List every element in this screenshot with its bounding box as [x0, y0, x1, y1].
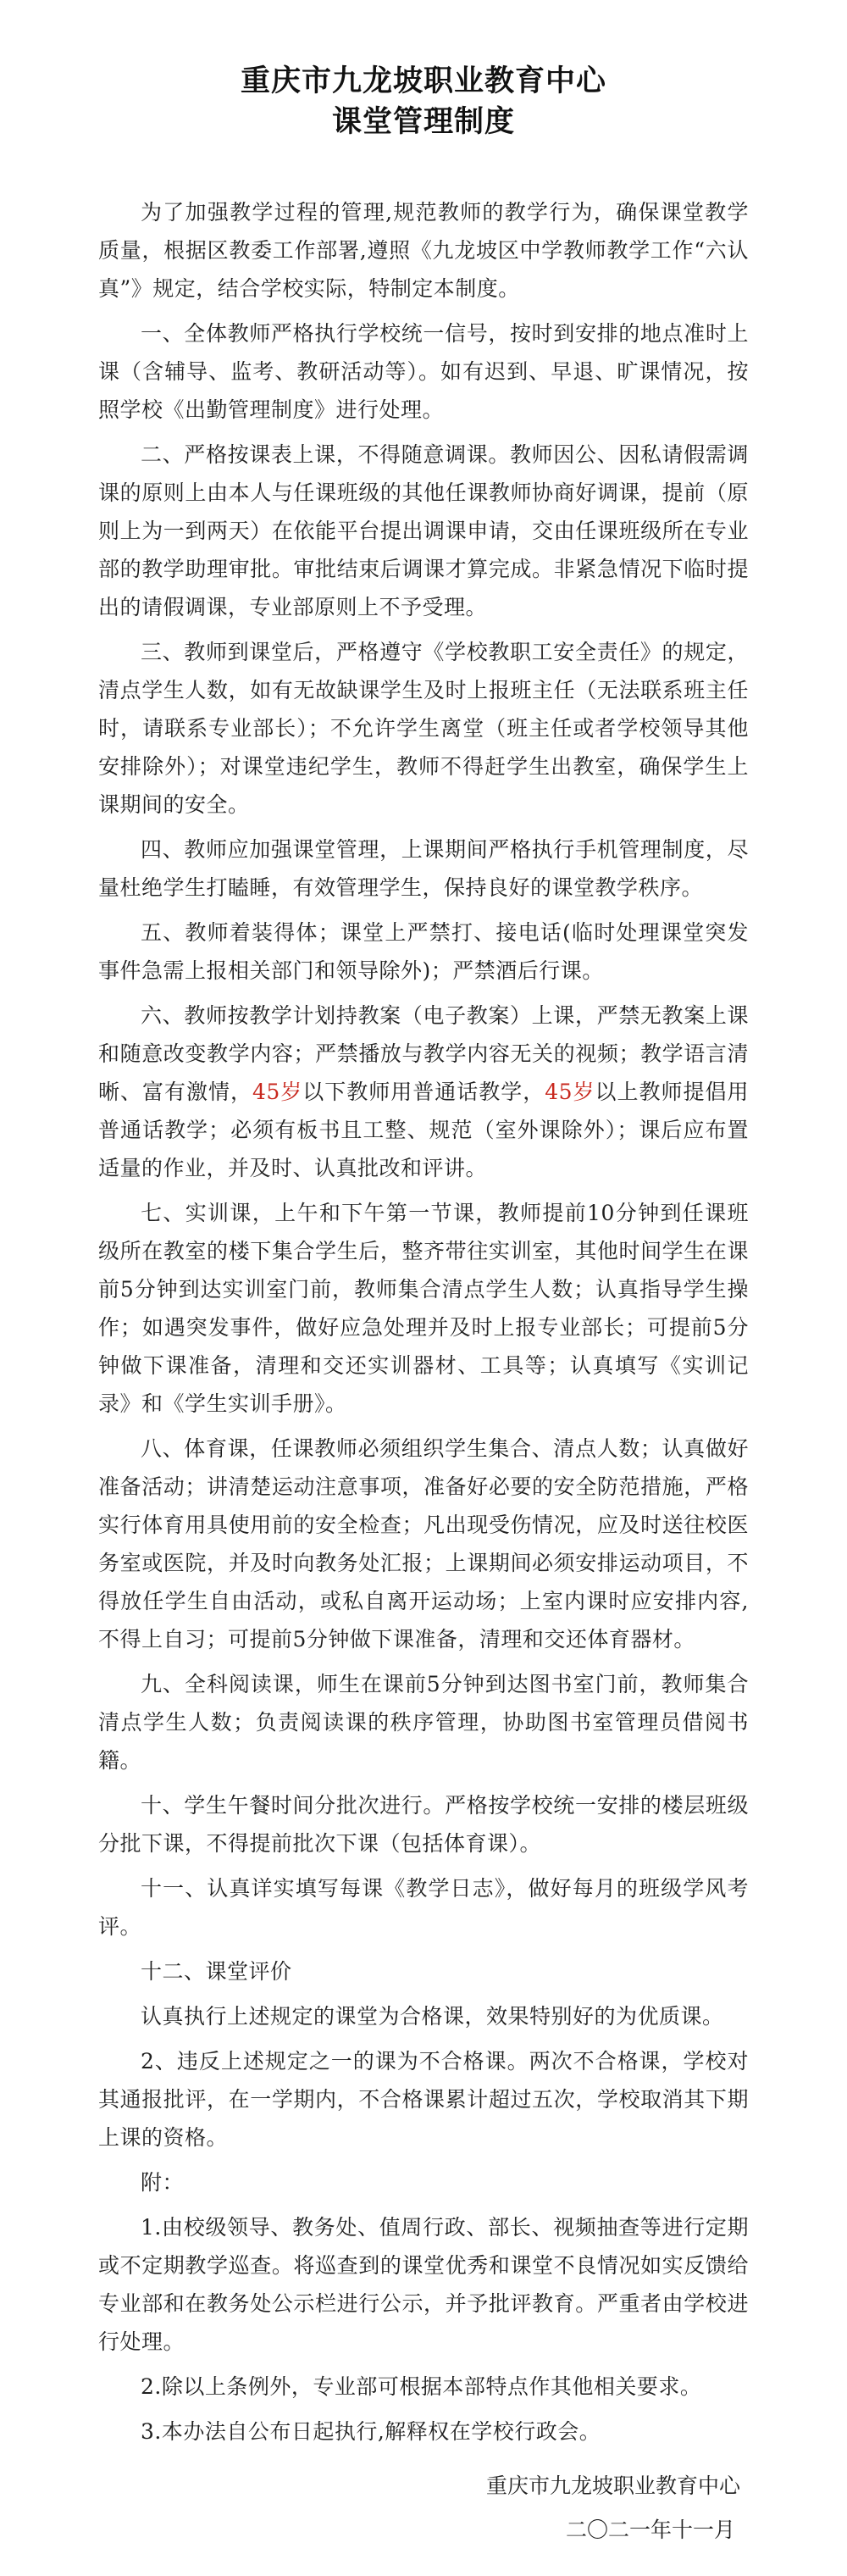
signature-block — [98, 2466, 749, 2551]
intro-paragraph: 为了加强教学过程的管理,规范教师的教学行为，确保课堂教学质量，根据区教委工作部署,遵照《九龙坡区中学教师教学工作“六认真”》规定，结合学校实际，特制定本制度。 — [98, 200, 749, 301]
appendix-item-2: 2.除以上条例外，专业部可根据本部特点作其他相关要求。 — [141, 2374, 702, 2399]
rule-1: 一、全体教师严格执行学校统一信号，按时到安排的地点准时上课（含辅导、监考、教研活动等）。如有迟到、早退、旷课情况，按照学校《出勤管理制度》进行处理。 — [98, 321, 749, 422]
rule-12-item-1: 认真执行上述规定的课堂为合格课，效果特别好的为优质课。 — [141, 2004, 724, 2029]
signature-date: 二〇二一年十一月 — [565, 2518, 735, 2542]
appendix-item-1: 1.由校级领导、教务处、值周行政、部长、视频抽查等进行定期或不定期教学巡查。将巡查到的课堂优秀和课堂不良情况如实反馈给专业部和在教务处公示栏进行公示，并予批评教育。严重者由学校进行处理。 — [98, 2215, 749, 2354]
rule-6 — [98, 997, 749, 1187]
rule-9: 九、全科阅读课，师生在课前5分钟到达图书室门前，教师集合清点学生人数；负责阅读课的秩序管理，协助图书室管理员借阅书籍。 — [98, 1672, 749, 1773]
rule-3: 三、教师到课堂后，严格遵守《学校教职工安全责任》的规定，清点学生人数，如有无故缺课学生及时上报班主任（无法联系班主任时，请联系专业部长）；不允许学生离堂（班主任或者学校领导其他安排除外）；对课堂违纪学生，教师不得赶学生出教室，确保学生上课期间的安全。 — [98, 640, 749, 817]
rule-12-heading: 十二、课堂评价 — [141, 1959, 292, 1984]
rule-12-item-2: 2、违反上述规定之一的课为不合格课。两次不合格课，学校对其通报批评，在一学期内，不合格课累计超过五次，学校取消其下期上课的资格。 — [98, 2049, 749, 2150]
rule-11: 十一、认真详实填写每课《教学日志》，做好每月的班级学风考评。 — [98, 1876, 749, 1939]
signature-organization: 重庆市九龙坡职业教育中心 — [485, 2473, 740, 2498]
age-highlight-2: 45岁 — [545, 1080, 595, 1104]
document-title-org: 重庆市九龙坡职业教育中心 — [240, 64, 606, 98]
title-block — [98, 61, 749, 142]
rule-6-part-a: 六、教师按教学计划持教案（电子教案）上课，严禁无教案上课和随意改变教学内容；严禁播放与教学内容无关的视频；教学语言清晰、富有激情， — [98, 1003, 749, 1104]
rule-8: 八、体育课，任课教师必须组织学生集合、清点人数；认真做好准备活动；讲清楚运动注意事项，准备好必要的安全防范措施，严格实行体育用具使用前的安全检查；凡出现受伤情况，应及时送往校医务室或医院，并及时向教务处汇报；上课期间必须安排运动项目，不得放任学生自由活动，或私自离开运动场；上室内课时应安排内容,不得上自习；可提前5分钟做下课准备，清理和交还体育器材。 — [98, 1436, 749, 1652]
rule-6-part-b: 以下教师用普通话教学， — [302, 1080, 545, 1104]
rule-6-part-c: 以上教师提倡用普通话教学；必须有板书且工整、规范（室外课除外）；课后应布置适量的作业，并及时、认真批改和评讲。 — [98, 1080, 749, 1180]
rule-10: 十、学生午餐时间分批次进行。严格按学校统一安排的楼层班级分批下课，不得提前批次下课（包括体育课）。 — [98, 1793, 749, 1856]
rule-5: 五、教师着装得体；课堂上严禁打、接电话(临时处理课堂突发事件急需上报相关部门和领导除外)；严禁酒后行课。 — [98, 920, 749, 983]
rule-7: 七、实训课，上午和下午第一节课，教师提前10分钟到任课班级所在教室的楼下集合学生后，整齐带往实训室，其他时间学生在课前5分钟到达实训室门前，教师集合清点学生人数；认真指导学生操作；如遇突发事件，做好应急处理并及时上报专业部长；可提前5分钟做下课准备，清理和交还实训器材、工具等；认真填写《实训记录》和《学生实训手册》。 — [98, 1201, 749, 1416]
appendix-item-3: 3.本办法自公布日起执行,解释权在学校行政会。 — [141, 2419, 601, 2444]
rule-4: 四、教师应加强课堂管理，上课期间严格执行手机管理制度，尽量杜绝学生打瞌睡，有效管理学生，保持良好的课堂教学秩序。 — [98, 837, 749, 900]
rule-2: 二、严格按课表上课，不得随意调课。教师因公、因私请假需调课的原则上由本人与任课班级的其他任课教师协商好调课，提前（原则上为一到两天）在依能平台提出调课申请，交由任课班级所在专业部的教学助理审批。审批结束后调课才算完成。非紧急情况下临时提出的请假调课，专业部原则上不予受理。 — [98, 442, 749, 619]
appendix-label: 附： — [141, 2170, 185, 2195]
document-title-rule: 课堂管理制度 — [331, 105, 515, 139]
age-highlight-1: 45岁 — [252, 1080, 303, 1104]
